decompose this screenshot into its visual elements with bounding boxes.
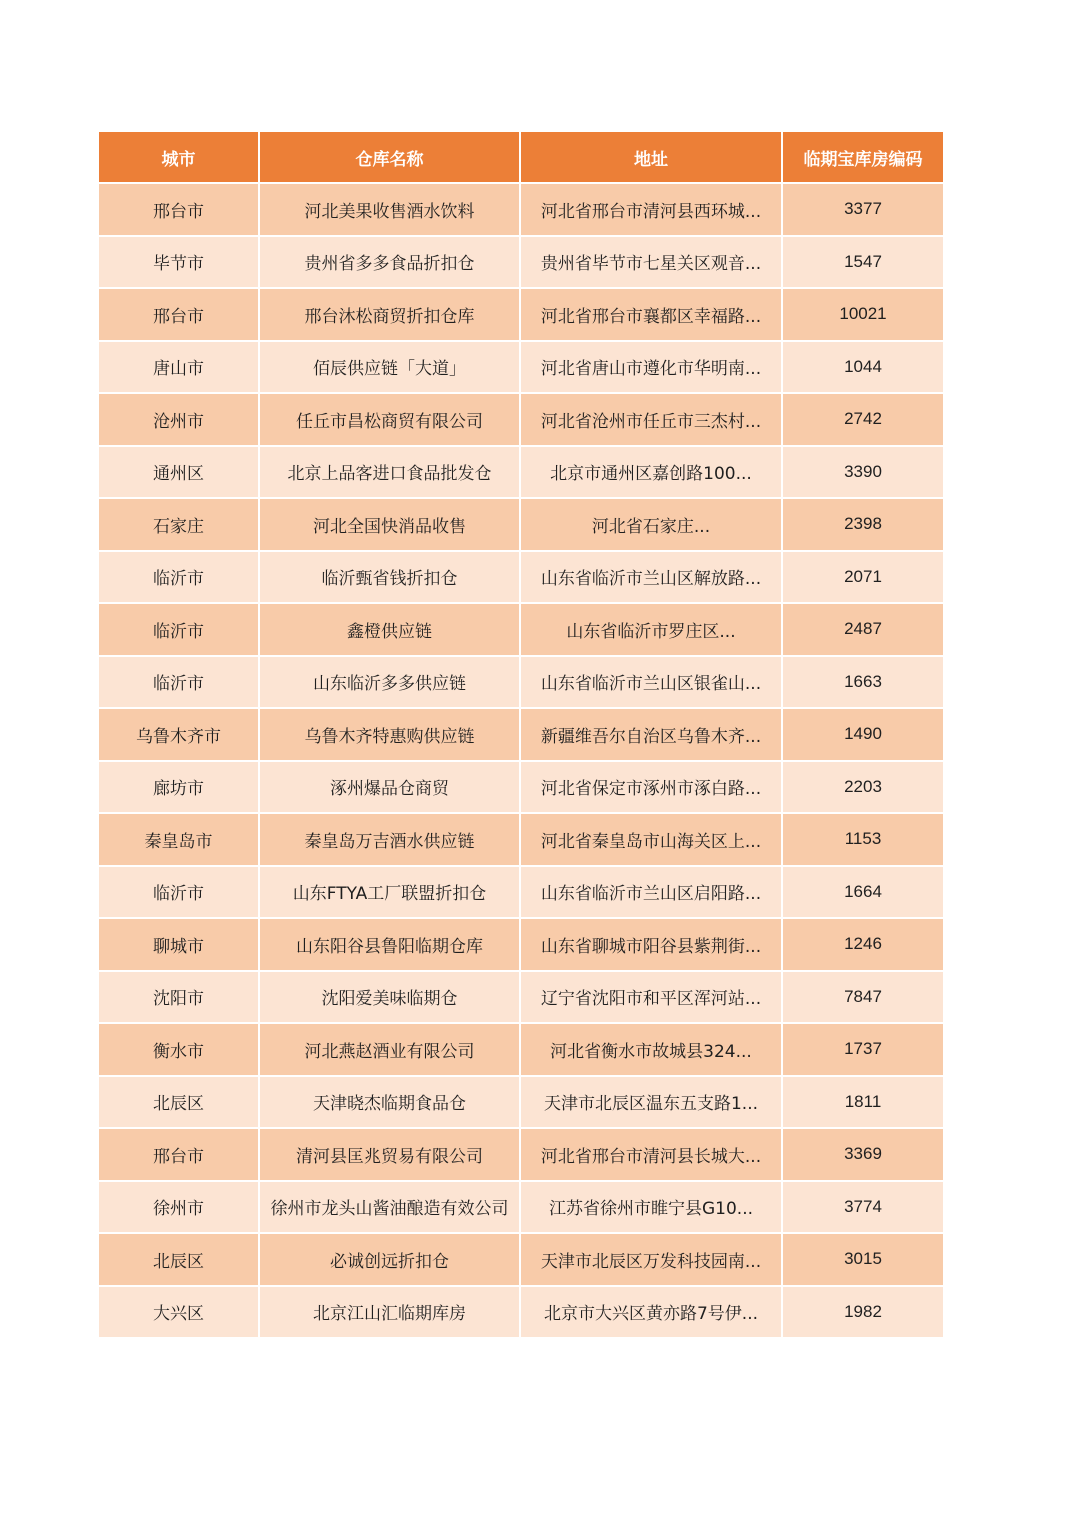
- warehouse-table: [97, 130, 945, 1339]
- cell-warehouse-name: 山东临沂多多供应链: [259, 656, 520, 709]
- header-address: 地址: [520, 131, 782, 183]
- cell-address: 河北省唐山市遵化市华明南...: [520, 341, 782, 394]
- cell-city: 通州区: [98, 446, 259, 499]
- cell-warehouse-code: 1547: [782, 236, 944, 289]
- table-row: [98, 183, 944, 236]
- cell-warehouse-code: 1044: [782, 341, 944, 394]
- cell-address: 山东省临沂市兰山区启阳路...: [520, 866, 782, 919]
- cell-city: 沧州市: [98, 393, 259, 446]
- cell-warehouse-name: 河北美果收售酒水饮料: [259, 183, 520, 236]
- cell-warehouse-code: 1663: [782, 656, 944, 709]
- cell-warehouse-code: 3369: [782, 1128, 944, 1181]
- cell-city: 乌鲁木齐市: [98, 708, 259, 761]
- cell-address: 山东省临沂市兰山区解放路...: [520, 551, 782, 604]
- cell-warehouse-name: 邢台沐松商贸折扣仓库: [259, 288, 520, 341]
- cell-city: 聊城市: [98, 918, 259, 971]
- cell-warehouse-code: 2398: [782, 498, 944, 551]
- table-row: [98, 498, 944, 551]
- cell-address: 河北省沧州市任丘市三杰村...: [520, 393, 782, 446]
- cell-warehouse-code: 7847: [782, 971, 944, 1024]
- cell-address: 山东省聊城市阳谷县紫荆街...: [520, 918, 782, 971]
- cell-address: 辽宁省沈阳市和平区浑河站...: [520, 971, 782, 1024]
- cell-warehouse-name: 天津晓杰临期食品仓: [259, 1076, 520, 1129]
- cell-city: 临沂市: [98, 866, 259, 919]
- cell-warehouse-name: 北京上品客进口食品批发仓: [259, 446, 520, 499]
- cell-address: 河北省邢台市襄都区幸福路...: [520, 288, 782, 341]
- cell-address: 河北省石家庄...: [520, 498, 782, 551]
- table-row: [98, 236, 944, 289]
- cell-warehouse-code: 1246: [782, 918, 944, 971]
- cell-city: 北辰区: [98, 1076, 259, 1129]
- cell-city: 秦皇岛市: [98, 813, 259, 866]
- table-row: [98, 341, 944, 394]
- cell-address: 江苏省徐州市睢宁县G10...: [520, 1181, 782, 1234]
- cell-warehouse-name: 任丘市昌松商贸有限公司: [259, 393, 520, 446]
- table-row: [98, 866, 944, 919]
- cell-city: 毕节市: [98, 236, 259, 289]
- cell-city: 临沂市: [98, 551, 259, 604]
- cell-warehouse-code: 2742: [782, 393, 944, 446]
- table-row: [98, 918, 944, 971]
- cell-address: 河北省邢台市清河县西环城...: [520, 183, 782, 236]
- cell-city: 邢台市: [98, 183, 259, 236]
- table-row: [98, 1076, 944, 1129]
- cell-warehouse-name: 佰辰供应链「大道」: [259, 341, 520, 394]
- cell-city: 沈阳市: [98, 971, 259, 1024]
- cell-address: 河北省衡水市故城县324...: [520, 1023, 782, 1076]
- cell-address: 河北省秦皇岛市山海关区上...: [520, 813, 782, 866]
- cell-warehouse-code: 3015: [782, 1233, 944, 1286]
- cell-city: 廊坊市: [98, 761, 259, 814]
- cell-address: 天津市北辰区温东五支路1...: [520, 1076, 782, 1129]
- cell-warehouse-name: 秦皇岛万吉酒水供应链: [259, 813, 520, 866]
- table-row: [98, 393, 944, 446]
- cell-warehouse-code: 10021: [782, 288, 944, 341]
- cell-warehouse-name: 鑫橙供应链: [259, 603, 520, 656]
- cell-city: 邢台市: [98, 1128, 259, 1181]
- cell-address: 河北省邢台市清河县长城大...: [520, 1128, 782, 1181]
- table-row: [98, 551, 944, 604]
- cell-warehouse-name: 河北全国快消品收售: [259, 498, 520, 551]
- header-warehouse-name: 仓库名称: [259, 131, 520, 183]
- table-row: [98, 971, 944, 1024]
- cell-address: 北京市大兴区黄亦路7号伊...: [520, 1286, 782, 1339]
- table-row: [98, 1233, 944, 1286]
- header-warehouse-code: 临期宝库房编码: [782, 131, 944, 183]
- cell-warehouse-code: 1982: [782, 1286, 944, 1339]
- cell-warehouse-name: 贵州省多多食品折扣仓: [259, 236, 520, 289]
- table-row: [98, 1286, 944, 1339]
- cell-city: 临沂市: [98, 603, 259, 656]
- table-row: [98, 603, 944, 656]
- table-row: [98, 1023, 944, 1076]
- table-row: [98, 761, 944, 814]
- cell-warehouse-name: 北京江山汇临期库房: [259, 1286, 520, 1339]
- cell-warehouse-name: 乌鲁木齐特惠购供应链: [259, 708, 520, 761]
- cell-warehouse-code: 1153: [782, 813, 944, 866]
- cell-address: 天津市北辰区万发科技园南...: [520, 1233, 782, 1286]
- cell-address: 贵州省毕节市七星关区观音...: [520, 236, 782, 289]
- cell-warehouse-code: 1737: [782, 1023, 944, 1076]
- cell-warehouse-code: 3390: [782, 446, 944, 499]
- cell-city: 徐州市: [98, 1181, 259, 1234]
- cell-city: 大兴区: [98, 1286, 259, 1339]
- cell-warehouse-code: 2203: [782, 761, 944, 814]
- cell-warehouse-code: 2487: [782, 603, 944, 656]
- cell-address: 山东省临沂市罗庄区...: [520, 603, 782, 656]
- cell-city: 临沂市: [98, 656, 259, 709]
- cell-warehouse-name: 河北燕赵酒业有限公司: [259, 1023, 520, 1076]
- warehouse-table-container: [97, 130, 943, 1339]
- table-row: [98, 446, 944, 499]
- header-row: [98, 131, 944, 183]
- cell-warehouse-code: 1811: [782, 1076, 944, 1129]
- cell-warehouse-name: 必诚创远折扣仓: [259, 1233, 520, 1286]
- table-body: [98, 183, 944, 1338]
- header-city: 城市: [98, 131, 259, 183]
- cell-city: 唐山市: [98, 341, 259, 394]
- cell-address: 新疆维吾尔自治区乌鲁木齐...: [520, 708, 782, 761]
- cell-address: 山东省临沂市兰山区银雀山...: [520, 656, 782, 709]
- cell-warehouse-name: 涿州爆品仓商贸: [259, 761, 520, 814]
- table-header: [98, 131, 944, 183]
- cell-warehouse-name: 临沂甄省钱折扣仓: [259, 551, 520, 604]
- table-row: [98, 1181, 944, 1234]
- cell-warehouse-name: 徐州市龙头山酱油酿造有效公司: [259, 1181, 520, 1234]
- cell-city: 邢台市: [98, 288, 259, 341]
- cell-warehouse-name: 清河县匡兆贸易有限公司: [259, 1128, 520, 1181]
- cell-warehouse-code: 1664: [782, 866, 944, 919]
- cell-address: 北京市通州区嘉创路100...: [520, 446, 782, 499]
- cell-city: 衡水市: [98, 1023, 259, 1076]
- cell-warehouse-name: 山东FTYA工厂联盟折扣仓: [259, 866, 520, 919]
- table-row: [98, 288, 944, 341]
- cell-warehouse-code: 2071: [782, 551, 944, 604]
- cell-warehouse-code: 3774: [782, 1181, 944, 1234]
- cell-city: 石家庄: [98, 498, 259, 551]
- cell-warehouse-name: 沈阳爱美味临期仓: [259, 971, 520, 1024]
- table-row: [98, 1128, 944, 1181]
- cell-warehouse-code: 1490: [782, 708, 944, 761]
- cell-address: 河北省保定市涿州市涿白路...: [520, 761, 782, 814]
- cell-city: 北辰区: [98, 1233, 259, 1286]
- cell-warehouse-name: 山东阳谷县鲁阳临期仓库: [259, 918, 520, 971]
- cell-warehouse-code: 3377: [782, 183, 944, 236]
- table-row: [98, 656, 944, 709]
- table-row: [98, 708, 944, 761]
- table-row: [98, 813, 944, 866]
